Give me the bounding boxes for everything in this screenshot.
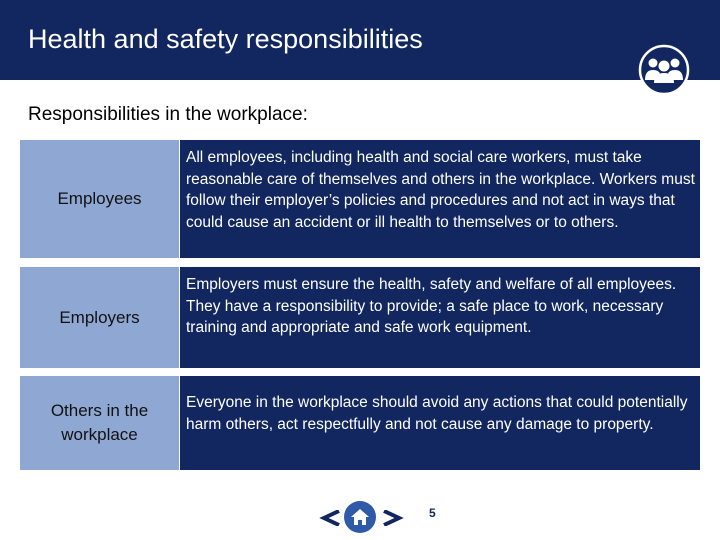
row-label: Employers <box>20 267 179 368</box>
title-bar <box>0 0 720 80</box>
row-description: Everyone in the workplace should avoid any actions that could potentially harm others, act respectfully and not cause any damage to property. <box>180 376 700 470</box>
page-title: Health and safety responsibilities <box>28 24 423 54</box>
people-group-icon <box>635 44 693 96</box>
responsibility-row-employers <box>20 267 700 368</box>
row-description: All employees, including health and social care workers, must take reasonable care of themselves and others in the workplace. Workers must follow their employer’s policies and procedures and not act in ways that could cause an accident or ill health to themselves or to others. <box>180 140 700 258</box>
row-label: Employees <box>20 140 179 258</box>
row-description: Employers must ensure the health, safety and welfare of all employees. They have a responsibility to provide; a safe place to work, necessary training and appropriate and safe work equipment. <box>180 267 700 368</box>
home-icon[interactable] <box>343 500 377 534</box>
chevron-left-icon[interactable] <box>318 510 340 526</box>
row-label: Others in the workplace <box>20 376 179 470</box>
section-heading: Responsibilities in the workplace: <box>28 104 308 125</box>
page-number: 5 <box>429 506 436 520</box>
chevron-right-icon[interactable] <box>383 510 405 526</box>
responsibility-row-employees <box>20 140 700 258</box>
responsibility-row-others <box>20 376 700 470</box>
